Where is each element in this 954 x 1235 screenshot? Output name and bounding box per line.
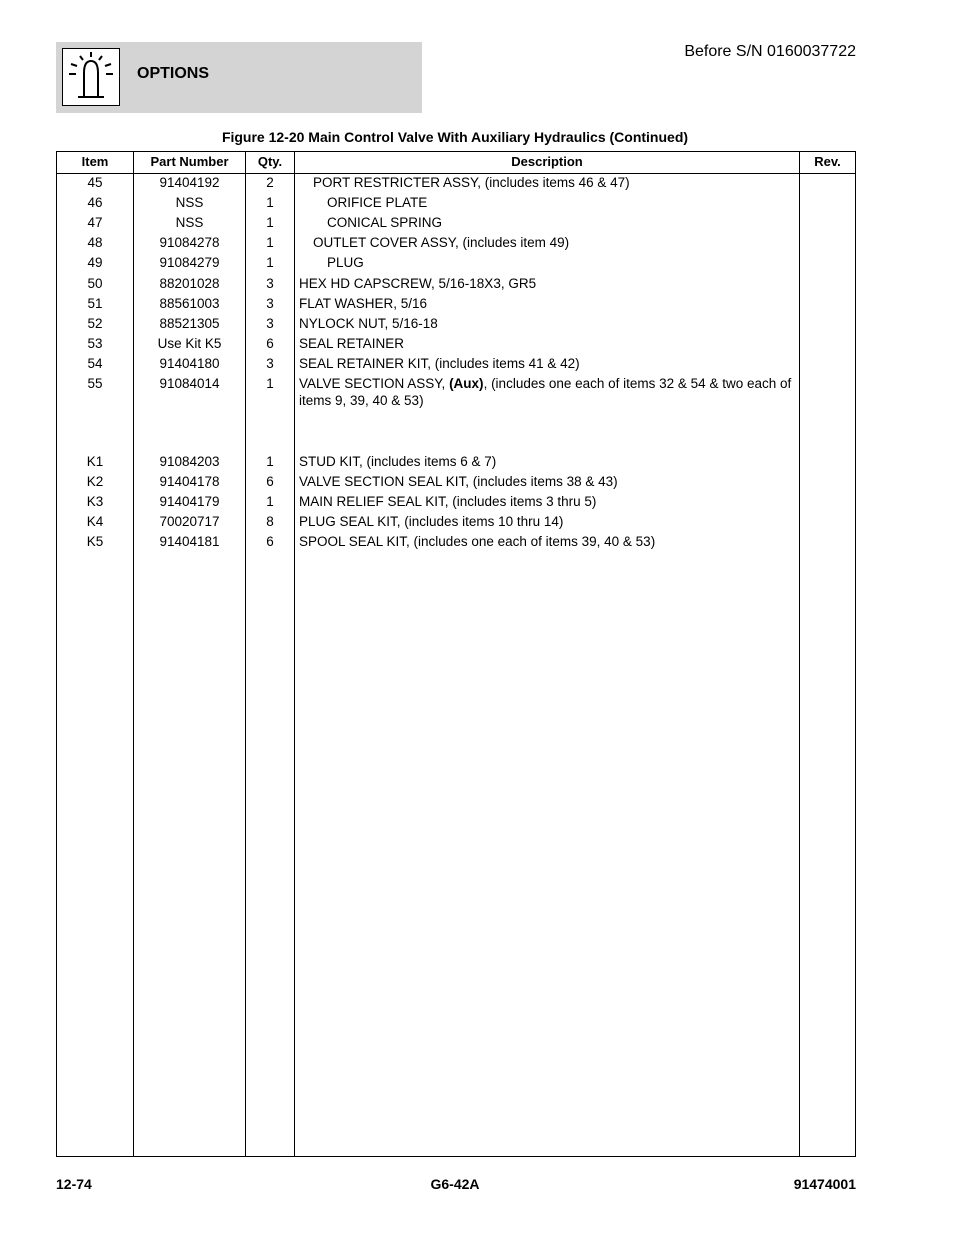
description-cell: MAIN RELIEF SEAL KIT, (includes items 3 thru 5) bbox=[299, 494, 597, 509]
item-cell: 52 bbox=[87, 316, 103, 331]
document-number: 91474001 bbox=[793, 1176, 856, 1192]
item-cell: 51 bbox=[87, 296, 103, 311]
description-cell: CONICAL SPRING bbox=[327, 215, 443, 230]
description-text: VALVE SECTION ASSY, bbox=[299, 376, 450, 391]
page-number: 12-74 bbox=[56, 1176, 92, 1192]
figure-title: Figure 12-20 Main Control Valve With Auxiliary Hydraulics (Continued) bbox=[221, 129, 689, 145]
qty-cell: 3 bbox=[266, 316, 274, 331]
part-number-cell: 91084279 bbox=[159, 255, 220, 270]
column-header-item: Item bbox=[81, 154, 109, 169]
description-cell: PLUG SEAL KIT, (includes items 10 thru 14) bbox=[299, 514, 564, 529]
item-cell: K4 bbox=[86, 514, 104, 529]
qty-cell: 6 bbox=[266, 534, 274, 549]
item-cell: 50 bbox=[87, 276, 103, 291]
part-number-cell: 88201028 bbox=[159, 276, 220, 291]
description-emphasis: (Aux) bbox=[449, 376, 484, 391]
description-cell: SEAL RETAINER bbox=[299, 336, 405, 351]
item-cell: 53 bbox=[87, 336, 103, 351]
item-cell: K1 bbox=[86, 454, 104, 469]
part-number-cell: 91404179 bbox=[159, 494, 220, 509]
qty-cell: 1 bbox=[266, 454, 274, 469]
part-number-cell: NSS bbox=[175, 195, 204, 210]
description-cell: ORIFICE PLATE bbox=[327, 195, 428, 210]
description-cell: VALVE SECTION SEAL KIT, (includes items 38 & 43) bbox=[299, 474, 618, 489]
qty-cell: 1 bbox=[266, 255, 274, 270]
serial-number-note: Before S/N 0160037722 bbox=[684, 43, 856, 60]
part-number-cell: NSS bbox=[175, 215, 204, 230]
qty-cell: 3 bbox=[266, 296, 274, 311]
item-cell: 45 bbox=[87, 175, 103, 190]
description-cell: SPOOL SEAL KIT, (includes one each of items 39, 40 & 53) bbox=[299, 534, 656, 549]
description-cell: HEX HD CAPSCREW, 5/16-18X3, GR5 bbox=[299, 276, 537, 291]
part-number-cell: 91404181 bbox=[159, 534, 220, 549]
column-header-rev: Rev. bbox=[814, 154, 841, 169]
qty-cell: 3 bbox=[266, 356, 274, 371]
item-cell: K5 bbox=[86, 534, 104, 549]
column-header-part-number: Part Number bbox=[150, 154, 229, 169]
item-cell: 47 bbox=[87, 215, 103, 230]
description-cell: OUTLET COVER ASSY, (includes item 49) bbox=[313, 235, 570, 250]
description-text: , (includes one each of items 32 & 54 & two each of items 9, 39, 40 & 53) bbox=[299, 376, 792, 408]
qty-cell: 8 bbox=[266, 514, 274, 529]
item-cell: K2 bbox=[86, 474, 104, 489]
description-cell: NYLOCK NUT, 5/16-18 bbox=[299, 316, 438, 331]
description-cell: PORT RESTRICTER ASSY, (includes items 46 & 47) bbox=[313, 175, 630, 190]
qty-cell: 2 bbox=[266, 175, 274, 190]
part-number-cell: 91404178 bbox=[159, 474, 220, 489]
item-cell: K3 bbox=[86, 494, 104, 509]
qty-cell: 1 bbox=[266, 235, 274, 250]
part-number-cell: 91404192 bbox=[159, 175, 220, 190]
item-cell: 49 bbox=[87, 255, 103, 270]
item-cell: 55 bbox=[87, 376, 103, 391]
beacon-light-icon bbox=[62, 48, 120, 106]
part-number-cell: 91084278 bbox=[159, 235, 220, 250]
column-divider bbox=[799, 152, 800, 1156]
model-number: G6-42A bbox=[430, 1176, 480, 1192]
part-number-cell: 70020717 bbox=[159, 514, 220, 529]
column-header-description: Description bbox=[511, 154, 583, 169]
description-cell bbox=[299, 375, 799, 409]
qty-cell: 3 bbox=[266, 276, 274, 291]
item-cell: 48 bbox=[87, 235, 103, 250]
description-cell: STUD KIT, (includes items 6 & 7) bbox=[299, 454, 497, 469]
description-cell: PLUG bbox=[327, 255, 364, 270]
column-header-qty: Qty. bbox=[257, 154, 283, 169]
qty-cell: 6 bbox=[266, 336, 274, 351]
part-number-cell: Use Kit K5 bbox=[157, 336, 222, 351]
item-cell: 54 bbox=[87, 356, 103, 371]
description-cell: FLAT WASHER, 5/16 bbox=[299, 296, 428, 311]
column-divider bbox=[294, 152, 295, 1156]
part-number-cell: 88561003 bbox=[159, 296, 220, 311]
qty-cell: 1 bbox=[266, 376, 274, 391]
item-cell: 46 bbox=[87, 195, 103, 210]
part-number-cell: 91404180 bbox=[159, 356, 220, 371]
part-number-cell: 88521305 bbox=[159, 316, 220, 331]
qty-cell: 6 bbox=[266, 474, 274, 489]
part-number-cell: 91084014 bbox=[159, 376, 220, 391]
qty-cell: 1 bbox=[266, 494, 274, 509]
section-title: OPTIONS bbox=[137, 65, 210, 82]
description-cell: SEAL RETAINER KIT, (includes items 41 & 42) bbox=[299, 356, 580, 371]
parts-table bbox=[56, 151, 856, 1157]
part-number-cell: 91084203 bbox=[159, 454, 220, 469]
qty-cell: 1 bbox=[266, 195, 274, 210]
qty-cell: 1 bbox=[266, 215, 274, 230]
